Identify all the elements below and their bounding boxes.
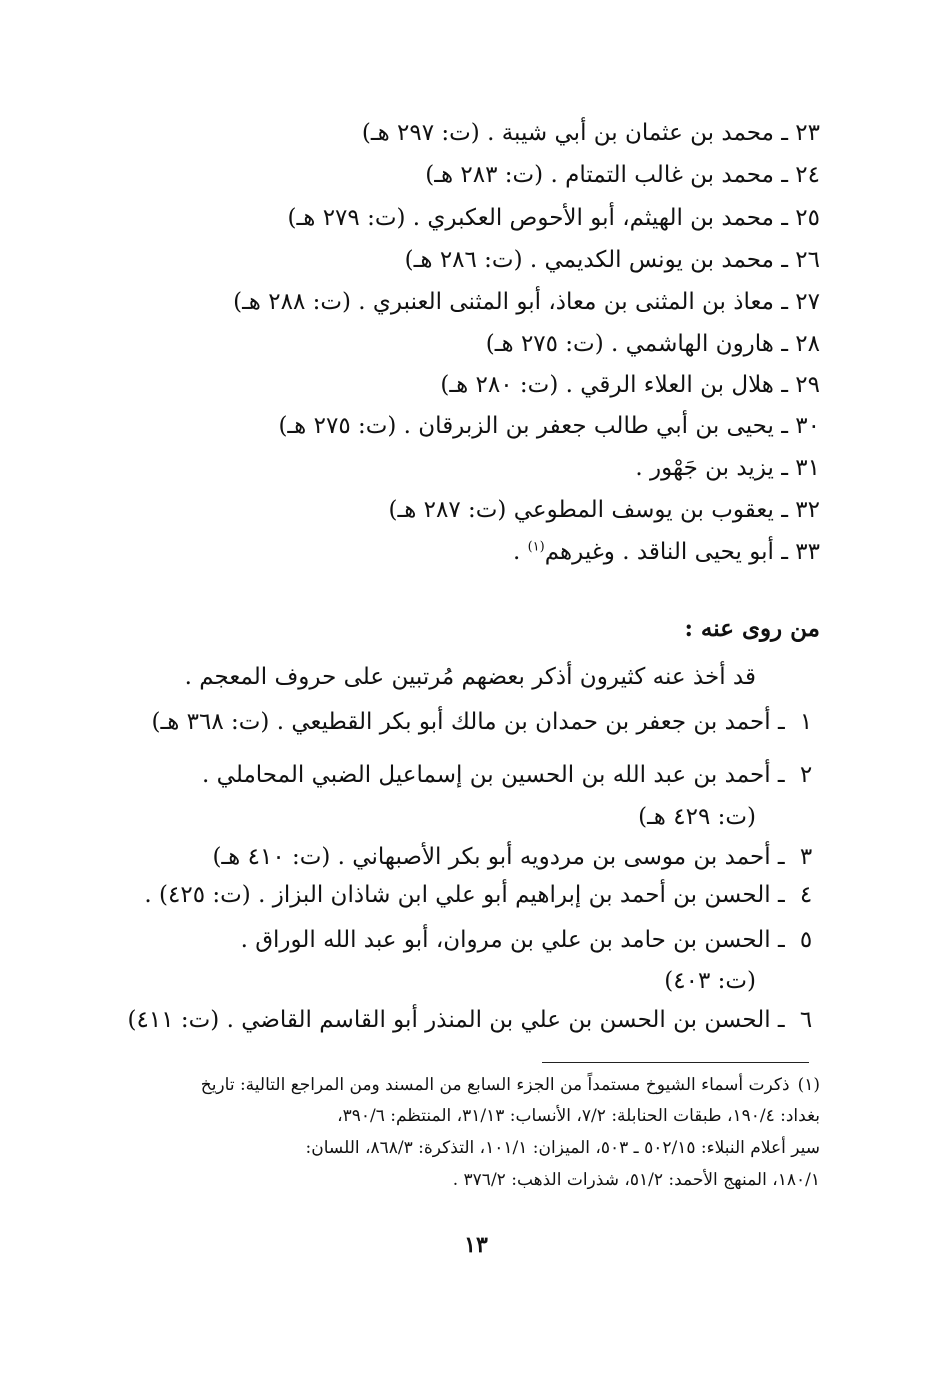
student-number: ٢ bbox=[799, 762, 813, 788]
student-text: ـ الحسن بن حامد بن علي بن مروان، أبو عبد الله الوراق . bbox=[240, 927, 785, 953]
teacher-last-text: ٣٣ ـ أبو يحيى الناقد . وغيرهم bbox=[544, 539, 820, 565]
page-number: ١٣ bbox=[464, 1232, 488, 1258]
student-text: ـ الحسن بن الحسن بن علي بن المنذر أبو القاسم القاضي . (ت: ٤١١) bbox=[127, 1007, 785, 1033]
section-intro: قد أخذ عنه كثيرون أذكر بعضهم مُرتبين على حروف المعجم . bbox=[184, 664, 756, 690]
teacher-item: ٢٧ ـ معاذ بن المثنى بن معاذ، أبو المثنى العنبري . (ت: ٢٨٨ هـ) bbox=[233, 289, 820, 315]
teacher-item: ٢٤ ـ محمد بن غالب التمتام . (ت: ٢٨٣ هـ) bbox=[425, 162, 820, 188]
footnote-text: ذكرت أسماء الشيوخ مستمداً من الجزء السابع من المسند ومن المراجع التالية: تاريخ bbox=[200, 1075, 790, 1095]
student-text: ـ أحمد بن عبد الله بن الحسين بن إسماعيل الضبي المحاملي . bbox=[202, 762, 785, 788]
student-item bbox=[212, 842, 820, 872]
teacher-item-last bbox=[513, 537, 820, 567]
student-text: ـ الحسن بن أحمد بن إبراهيم أبو علي ابن شاذان البزاز . (ت: ٤٢٥) . bbox=[144, 882, 785, 908]
student-number: ٦ bbox=[799, 1007, 813, 1033]
student-text: ـ أحمد بن جعفر بن حمدان بن مالك أبو بكر القطيعي . (ت: ٣٦٨ هـ) bbox=[151, 709, 785, 735]
section-heading: من روى عنه : bbox=[684, 615, 820, 642]
student-death-continuation: (ت: ٤٢٩ هـ) bbox=[638, 804, 756, 830]
student-item bbox=[241, 925, 820, 955]
student-death-continuation: (ت: ٤٠٣) bbox=[664, 968, 756, 994]
student-item bbox=[128, 1005, 820, 1035]
teacher-item: ٢٥ ـ محمد بن الهيثم، أبو الأحوص العكبري . (ت: ٢٧٩ هـ) bbox=[287, 205, 820, 231]
teacher-item: ٢٦ ـ محمد بن يونس الكديمي . (ت: ٢٨٦ هـ) bbox=[404, 247, 820, 273]
footnote-separator bbox=[542, 1062, 809, 1063]
footnote-line: ١٨٠/١، المنهج الأحمد: ٥١/٢، شذرات الذهب: ٣٧٦/٢ . bbox=[452, 1170, 820, 1190]
student-number: ٣ bbox=[799, 844, 813, 870]
footnote-line: بغداد: ١٩٠/٤، طبقات الحنابلة: ٧/٢، الأنساب: ٣١/١٣، المنتظم: ٣٩٠/٦، bbox=[337, 1106, 820, 1126]
teacher-item: ٣١ ـ يزيد بن جَهْور . bbox=[635, 455, 820, 481]
footnote-number: (١) bbox=[797, 1075, 820, 1095]
teacher-item: ٣٠ ـ يحيى بن أبي طالب جعفر بن الزبرقان . (ت: ٢٧٥ هـ) bbox=[278, 413, 820, 439]
student-number: ٥ bbox=[799, 927, 813, 953]
footnote-line bbox=[201, 1070, 820, 1100]
student-item bbox=[144, 880, 820, 910]
student-item bbox=[151, 707, 820, 737]
teacher-item: ٢٩ ـ هلال بن العلاء الرقي . (ت: ٢٨٠ هـ) bbox=[440, 372, 820, 398]
student-number: ١ bbox=[799, 709, 813, 735]
teacher-item: ٣٢ ـ يعقوب بن يوسف المطوعي (ت: ٢٨٧ هـ) bbox=[388, 497, 820, 523]
student-item bbox=[202, 760, 820, 790]
teacher-last-end: . bbox=[512, 539, 528, 565]
student-number: ٤ bbox=[799, 882, 813, 908]
footnote-mark[interactable]: (١) bbox=[527, 539, 545, 555]
footnote-line: سير أعلام النبلاء: ٥٠٢/١٥ ـ ٥٠٣، الميزان: ١٠١/١، التذكرة: ٨٦٨/٣، اللسان: bbox=[305, 1138, 820, 1158]
teacher-item: ٢٨ ـ هارون الهاشمي . (ت: ٢٧٥ هـ) bbox=[485, 331, 820, 357]
teacher-item: ٢٣ ـ محمد بن عثمان بن أبي شيبة . (ت: ٢٩٧ هـ) bbox=[361, 120, 820, 146]
student-text: ـ أحمد بن موسى بن مردويه أبو بكر الأصبهاني . (ت: ٤١٠ هـ) bbox=[212, 844, 785, 870]
